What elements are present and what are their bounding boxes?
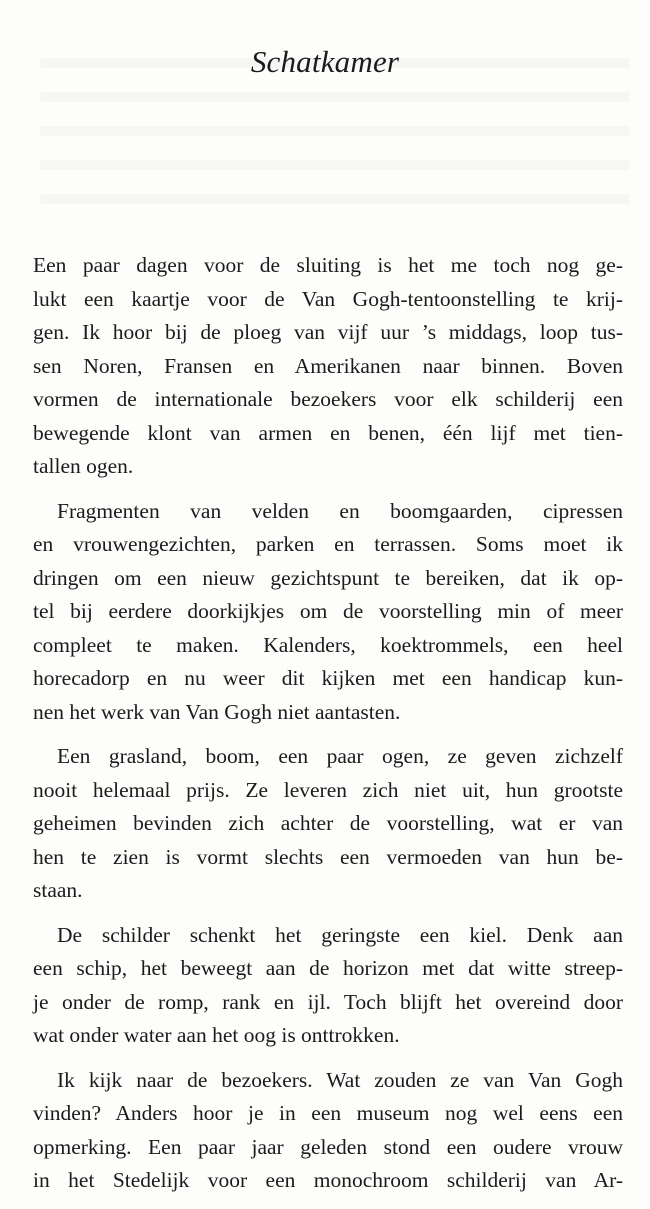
text-line: een schip, het beweegt aan de horizon met dat witte streep- [33,956,623,980]
text-line: nen het werk van Van Gogh niet aantasten. [33,699,401,724]
text-line: Ik kijk naar de bezoekers. Wat zouden ze van Van Gogh [57,1067,623,1092]
chapter-title: Schatkamer [250,44,400,79]
bleed-through-shadow [40,92,630,102]
text-line: dringen om een nieuw gezichtspunt te bereiken, dat ik op- [33,565,623,590]
text-line: lukt een kaartje voor de Van Gogh-tentoonstelling te krij- [33,286,623,311]
bleed-through-shadow [40,194,630,204]
paragraph [33,919,623,1053]
bleed-through-shadow [40,126,630,136]
text-line: Een grasland, boom, een paar ogen, ze geven zichzelf [57,744,623,768]
text-line: hen te zien is vormt slechts een vermoeden van hun be- [33,844,623,869]
text-line: Fragmenten van velden en boomgaarden, cipressen [57,498,623,523]
text-line: en vrouwengezichten, parken en terrassen. Soms moet ik [33,532,623,556]
text-line: tel bij eerdere doorkijkjes om de voorstelling min of meer [33,599,623,623]
text-line: horecadorp en nu weer dit kijken met een handicap kun- [33,666,623,690]
paragraph [33,495,623,730]
text-line: Een paar dagen voor de sluiting is het me toch nog ge- [33,253,623,277]
text-line: geheimen bevinden zich achter de voorstelling, wat er van [33,811,623,835]
text-line: staan. [33,878,83,902]
paragraph [33,740,623,908]
paragraph [33,249,623,484]
bleed-through-shadow [40,160,630,170]
text-line: vormen de internationale bezoekers voor elk schilderij een [33,387,623,411]
text-line: bewegende klont van armen en benen, één lijf met tien- [33,420,623,445]
text-line: tallen ogen. [33,454,134,478]
text-line: sen Noren, Fransen en Amerikanen naar binnen. Boven [33,353,623,378]
text-line: opmerking. Een paar jaar geleden stond een oudere vrouw [33,1134,623,1159]
text-line: je onder de romp, rank en ijl. Toch blijft het overeind door [33,989,623,1014]
body-text [33,249,623,1209]
text-line: in het Stedelijk voor een monochroom schilderij van Ar- [33,1168,623,1192]
text-line: wat onder water aan het oog is onttrokken. [33,1023,400,1047]
paragraph [33,1064,623,1198]
text-line: vinden? Anders hoor je in een museum nog wel eens een [33,1101,623,1125]
text-line: De schilder schenkt het geringste een kiel. Denk aan [57,922,623,947]
text-line: gen. Ik hoor bij de ploeg van vijf uur ’s middags, loop tus- [33,320,623,344]
text-line: nooit helemaal prijs. Ze leveren zich niet uit, hun grootste [33,777,623,802]
text-line: compleet te maken. Kalenders, koektrommels, een heel [33,632,623,657]
